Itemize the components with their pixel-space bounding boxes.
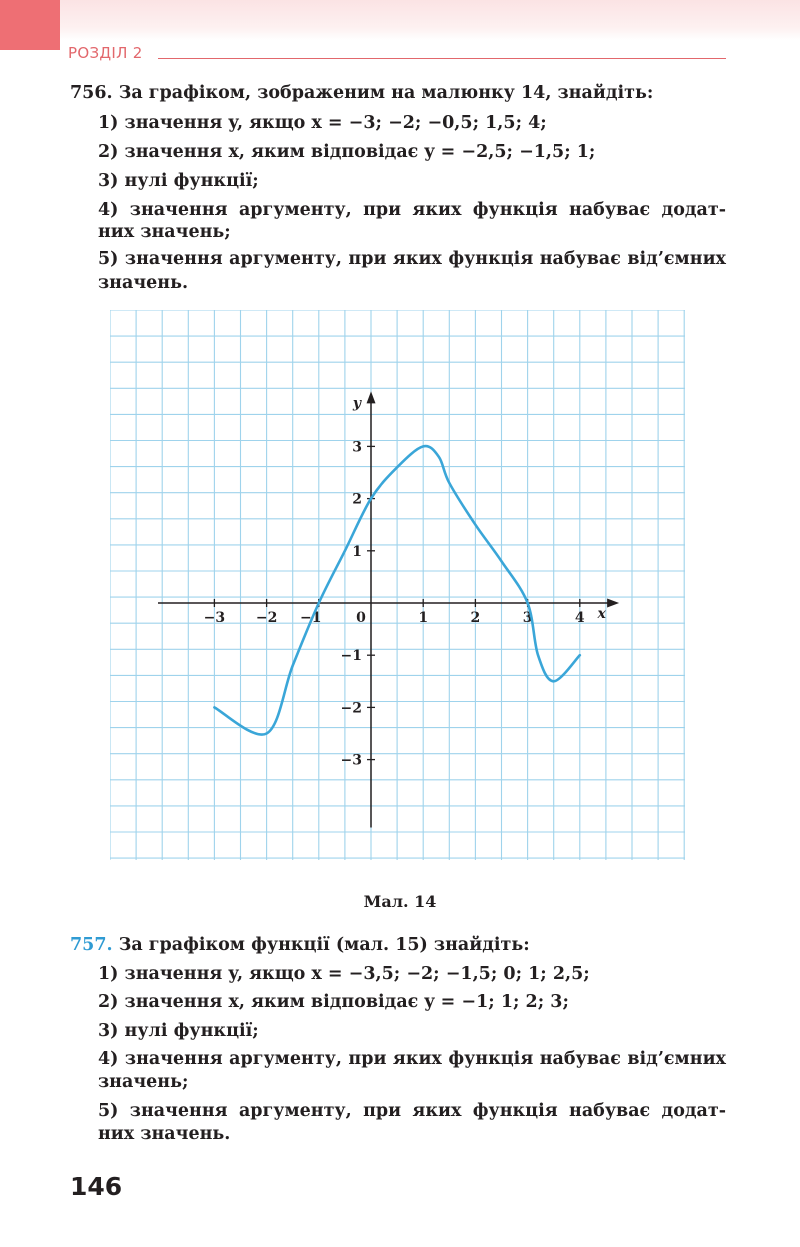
x-axis-arrow <box>607 599 619 608</box>
y-tick-label: −3 <box>340 752 362 769</box>
y-tick-label: 1 <box>352 543 362 560</box>
y-tick-label: 2 <box>352 491 362 508</box>
tick-labels <box>204 395 607 768</box>
exercise-756-intro <box>70 80 653 106</box>
axes <box>158 391 619 827</box>
header-rule <box>158 58 726 59</box>
page-number: 146 <box>70 1172 123 1201</box>
grid <box>110 310 685 860</box>
ex756-item-5: 5) значення аргументу, при яких функція набуває від’ємних <box>98 249 726 269</box>
top-band <box>0 0 800 40</box>
x-tick-label: 0 <box>356 610 366 626</box>
function-graph <box>110 310 690 865</box>
x-tick-label: 1 <box>418 610 429 626</box>
ex757-item-4: 4) значення аргументу, при яких функція набуває від’ємних <box>98 1049 726 1069</box>
ex756-item-4-cont: них значень; <box>98 222 231 242</box>
y-tick-label: −2 <box>340 700 362 717</box>
ex757-item-2: 2) значення x, яким відповідає y = −1; 1; 2; 3; <box>98 992 569 1012</box>
x-axis-label: x <box>597 606 606 622</box>
corner-tab <box>0 0 60 50</box>
y-tick-label: −1 <box>340 648 362 665</box>
ex756-item-5-cont: значень. <box>98 273 189 293</box>
ex756-item-2: 2) значення x, яким відповідає y = −2,5; −1,5; 1; <box>98 142 596 162</box>
ex757-item-3: 3) нулі функції; <box>98 1021 259 1041</box>
x-tick-label: 4 <box>574 610 585 626</box>
ex756-item-4: 4) значення аргументу, при яких функція набуває додат- <box>98 200 726 220</box>
x-tick-label: −2 <box>255 610 278 626</box>
x-tick-label: −1 <box>300 610 322 626</box>
ex757-item-5: 5) значення аргументу, при яких функція набуває додат- <box>98 1101 726 1121</box>
ex756-item-3: 3) нулі функції; <box>98 171 259 191</box>
ex756-item-1: 1) значення y, якщо x = −3; −2; −0,5; 1,5; 4; <box>98 113 547 133</box>
figure-caption: Мал. 14 <box>363 892 437 911</box>
x-tick-label: −3 <box>203 610 226 626</box>
x-tick-label: 2 <box>470 610 481 626</box>
exercise-number: 756. <box>70 83 113 103</box>
y-axis-arrow <box>367 391 376 403</box>
exercise-757-intro <box>70 932 530 958</box>
exercise-number: 757. <box>70 935 113 955</box>
y-axis-label: y <box>352 395 362 412</box>
exercise-text: За графіком, зображеним на малюнку 14, знайдіть: <box>118 83 654 103</box>
y-tick-label: 3 <box>352 439 362 456</box>
x-tick-label: 3 <box>522 610 533 626</box>
ex757-item-5-cont: них значень. <box>98 1124 231 1144</box>
exercise-text: За графіком функції (мал. 15) знайдіть: <box>118 935 530 955</box>
ex757-item-4-cont: значень; <box>98 1072 189 1092</box>
ex757-item-1: 1) значення y, якщо x = −3,5; −2; −1,5; 0; 1; 2,5; <box>98 964 590 984</box>
section-label: РОЗДІЛ 2 <box>68 44 143 62</box>
